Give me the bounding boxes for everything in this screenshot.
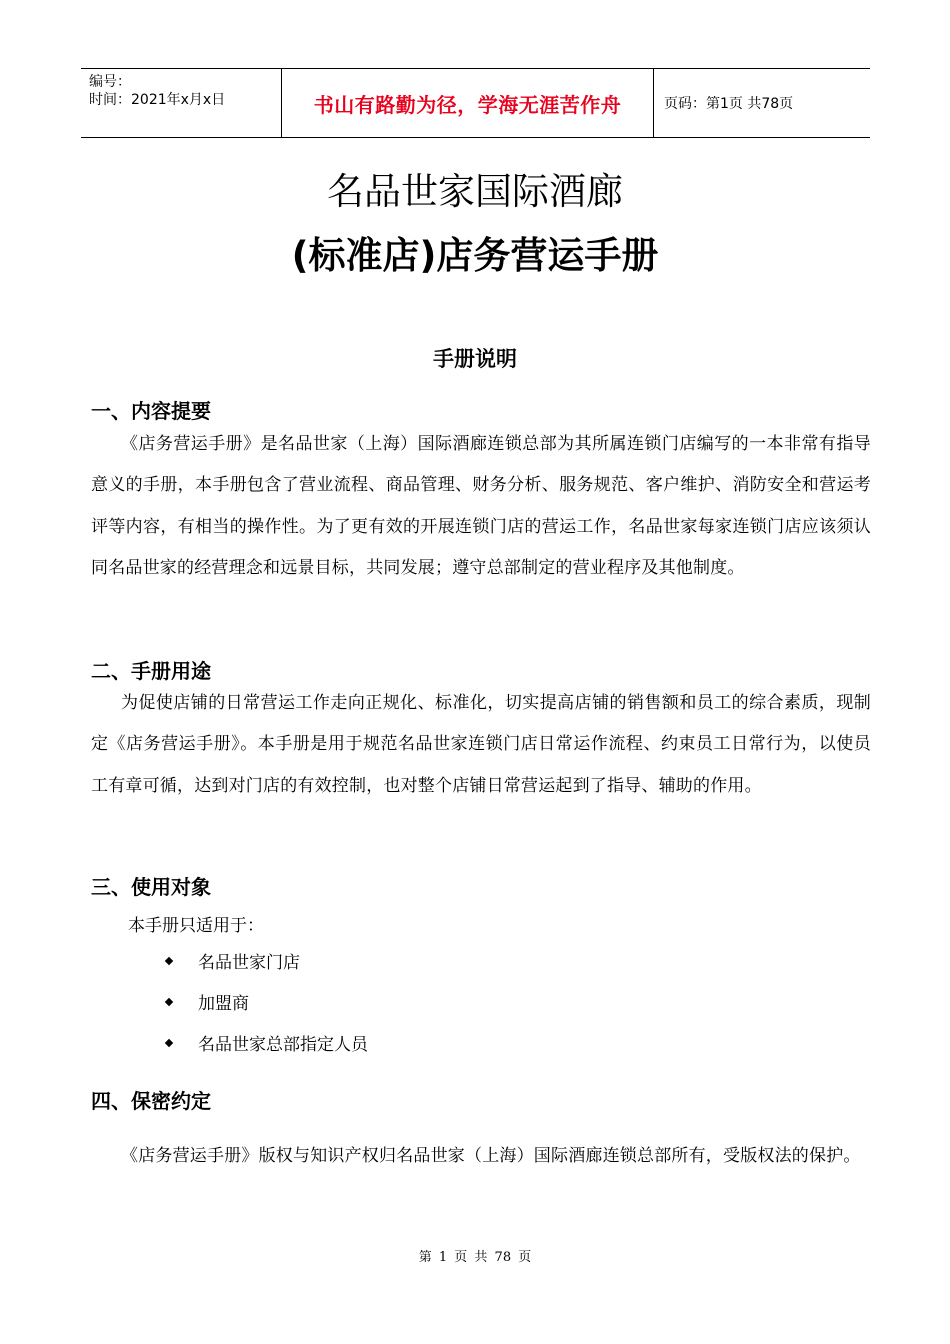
bullet-diamond-icon	[165, 997, 173, 1005]
audience-list	[166, 940, 368, 1063]
header-page-info: 页码：第1页 共78页	[664, 96, 794, 112]
list-item	[166, 940, 368, 981]
header-time-label: 时间：2021年x月x日	[89, 92, 226, 108]
section-heading-audience: 三、使用对象	[91, 875, 211, 899]
section-heading-summary: 一、内容提要	[91, 399, 211, 423]
section-paragraph-purpose: 为促使店铺的日常营运工作走向正规化、标准化，切实提高店铺的销售额和员工的综合素质，现制定《店务营运手册》。本手册是用于规范名品世家连锁门店日常运作流程、约束员工日常行为，以使员工有章可循，达到对门店的有效控制，也对整个店铺日常营运起到了指导、辅助的作用。	[91, 693, 871, 796]
section-heading-confidentiality: 四、保密约定	[91, 1089, 211, 1113]
page-footer: 第 1 页 共 78 页	[418, 1250, 532, 1265]
list-item	[166, 1022, 368, 1063]
header-motto: 书山有路勤为径，学海无涯苦作舟	[281, 69, 654, 137]
document-title-line2: (标准店)店务营运手册	[291, 234, 659, 277]
section-paragraph-summary: 《店务营运手册》是名品世家（上海）国际酒廊连锁总部为其所属连锁门店编写的一本非常有指导意义的手册，本手册包含了营业流程、商品管理、财务分析、服务规范、客户维护、消防安全和营运考评等内容，有相当的操作性。为了更有效的开展连锁门店的营运工作，名品世家每家连锁门店应该须认同名品世家的经营理念和远景目标，共同发展；遵守总部制定的营业程序及其他制度。	[91, 434, 871, 578]
document-header	[81, 68, 870, 138]
section-heading-purpose: 二、手册用途	[91, 659, 211, 683]
bullet-diamond-icon	[165, 1038, 173, 1046]
header-number-label: 编号：	[89, 74, 131, 90]
bullet-diamond-icon	[165, 956, 173, 964]
list-item-label: 加盟商	[198, 994, 249, 1014]
section-intro-audience: 本手册只适用于：	[128, 916, 264, 936]
list-item-label: 名品世家总部指定人员	[198, 1035, 368, 1055]
header-meta-cell	[81, 69, 281, 137]
manual-subtitle: 手册说明	[433, 347, 517, 371]
list-item	[166, 981, 368, 1022]
document-title-line1: 名品世家国际酒廊	[327, 170, 623, 213]
list-item-label: 名品世家门店	[198, 953, 300, 973]
section-paragraph-confidentiality: 《店务营运手册》版权与知识产权归名品世家（上海）国际酒廊连锁总部所有，受版权法的保护。	[121, 1146, 861, 1166]
